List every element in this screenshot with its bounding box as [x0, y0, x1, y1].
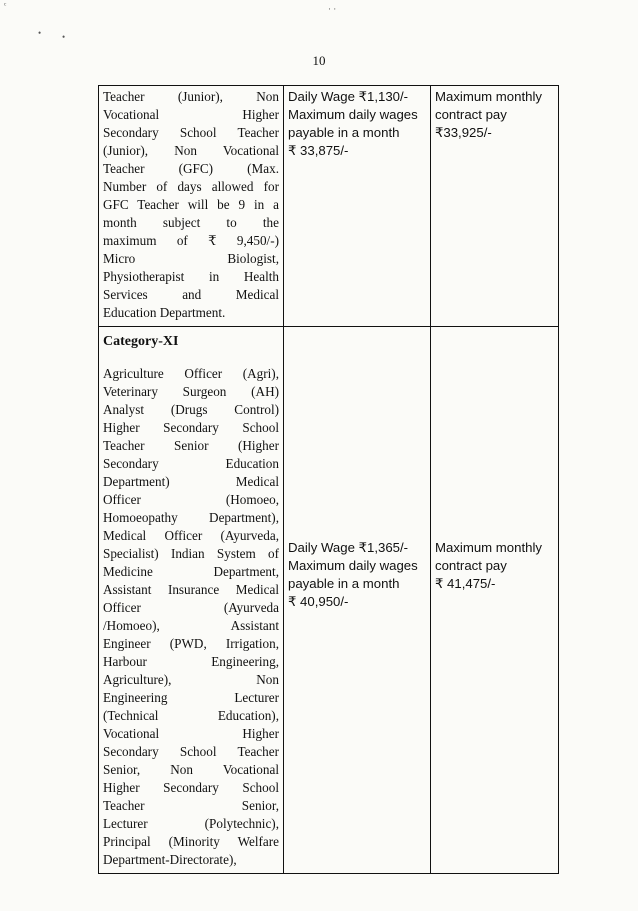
post-line: Teacher (Junior), Non — [103, 89, 279, 104]
post-line: maximum of ₹ 9,450/-) — [103, 233, 279, 248]
contract-pay-cell — [431, 86, 559, 327]
category-title: Category-XI — [103, 334, 179, 349]
post-line: Analyst (Drugs Control) — [103, 402, 279, 417]
contract-label: contract pay — [435, 558, 507, 573]
scan-speck: · · — [328, 4, 337, 14]
payable-label: payable in a month — [288, 576, 400, 591]
post-line: Homoeopathy Department), — [103, 510, 279, 525]
page-number: 10 — [312, 53, 326, 68]
post-line: Number of days allowed for — [103, 179, 279, 194]
post-line: Secondary School Teacher — [103, 744, 279, 759]
post-line: Vocational Higher — [103, 107, 279, 122]
post-line: Department-Directorate), — [103, 852, 237, 867]
post-line: Department) Medical — [103, 474, 279, 489]
max-daily-amount: ₹ 33,875/- — [288, 143, 349, 158]
post-line: Officer (Ayurveda — [103, 600, 279, 615]
daily-wage: Daily Wage ₹1,365/- — [288, 540, 409, 555]
post-line: (Technical Education), — [103, 708, 279, 723]
contract-label: Maximum monthly — [435, 540, 542, 555]
scan-speck: ᶜ — [4, 0, 7, 10]
max-daily-amount: ₹ 40,950/- — [288, 594, 349, 609]
post-line: Medical Officer (Ayurveda, — [103, 528, 279, 543]
post-line: Vocational Higher — [103, 726, 279, 741]
post-line: Veterinary Surgeon (AH) — [103, 384, 279, 399]
post-line: Secondary School Teacher — [103, 125, 279, 140]
post-line: Micro Biologist, — [103, 251, 279, 266]
scan-speck: • — [62, 32, 66, 42]
post-line: month subject to the — [103, 215, 279, 230]
contract-label: contract pay — [435, 107, 507, 122]
post-line: Services and Medical — [103, 287, 279, 302]
posts-cell — [99, 327, 284, 874]
daily-wage-cell — [284, 327, 431, 874]
post-line: Secondary Education — [103, 456, 279, 471]
post-line: Harbour Engineering, — [103, 654, 279, 669]
post-line: Engineer (PWD, Irrigation, — [103, 636, 279, 651]
wage-table — [98, 85, 559, 874]
posts-list — [103, 365, 279, 869]
contract-amount: ₹ 41,475/- — [435, 576, 496, 591]
posts-cell — [99, 86, 284, 327]
post-line: Assistant Insurance Medical — [103, 582, 279, 597]
post-line: Teacher Senior, — [103, 798, 279, 813]
post-line: Education Department. — [103, 305, 226, 320]
contract-label: Maximum monthly — [435, 89, 542, 104]
post-line: Physiotherapist in Health — [103, 269, 279, 284]
post-line: Teacher (GFC) (Max. — [103, 161, 279, 176]
max-daily-label: Maximum daily wages — [288, 107, 418, 122]
post-line: Medicine Department, — [103, 564, 279, 579]
post-line: Engineering Lecturer — [103, 690, 279, 705]
post-line: GFC Teacher will be 9 in a — [103, 197, 279, 212]
payable-label: payable in a month — [288, 125, 400, 140]
post-line: Agriculture Officer (Agri), — [103, 366, 279, 381]
post-line: Teacher Senior (Higher — [103, 438, 279, 453]
post-line: Higher Secondary School — [103, 780, 279, 795]
contract-pay-cell — [431, 327, 559, 874]
post-line: /Homoeo), Assistant — [103, 618, 279, 633]
post-line: Specialist) Indian System of — [103, 546, 279, 561]
daily-wage: Daily Wage ₹1,130/- — [288, 89, 409, 104]
post-line: (Junior), Non Vocational — [103, 143, 279, 158]
scan-speck: • — [38, 28, 42, 38]
post-line: Senior, Non Vocational — [103, 762, 279, 777]
post-line: Lecturer (Polytechnic), — [103, 816, 279, 831]
max-daily-label: Maximum daily wages — [288, 558, 418, 573]
table-row — [99, 86, 559, 327]
posts-list — [103, 88, 279, 322]
table-row — [99, 327, 559, 874]
daily-wage-cell — [284, 86, 431, 327]
post-line: Higher Secondary School — [103, 420, 279, 435]
post-line: Agriculture), Non — [103, 672, 279, 687]
post-line: Principal (Minority Welfare — [103, 834, 279, 849]
post-line: Officer (Homoeo, — [103, 492, 279, 507]
contract-amount: ₹33,925/- — [435, 125, 492, 140]
